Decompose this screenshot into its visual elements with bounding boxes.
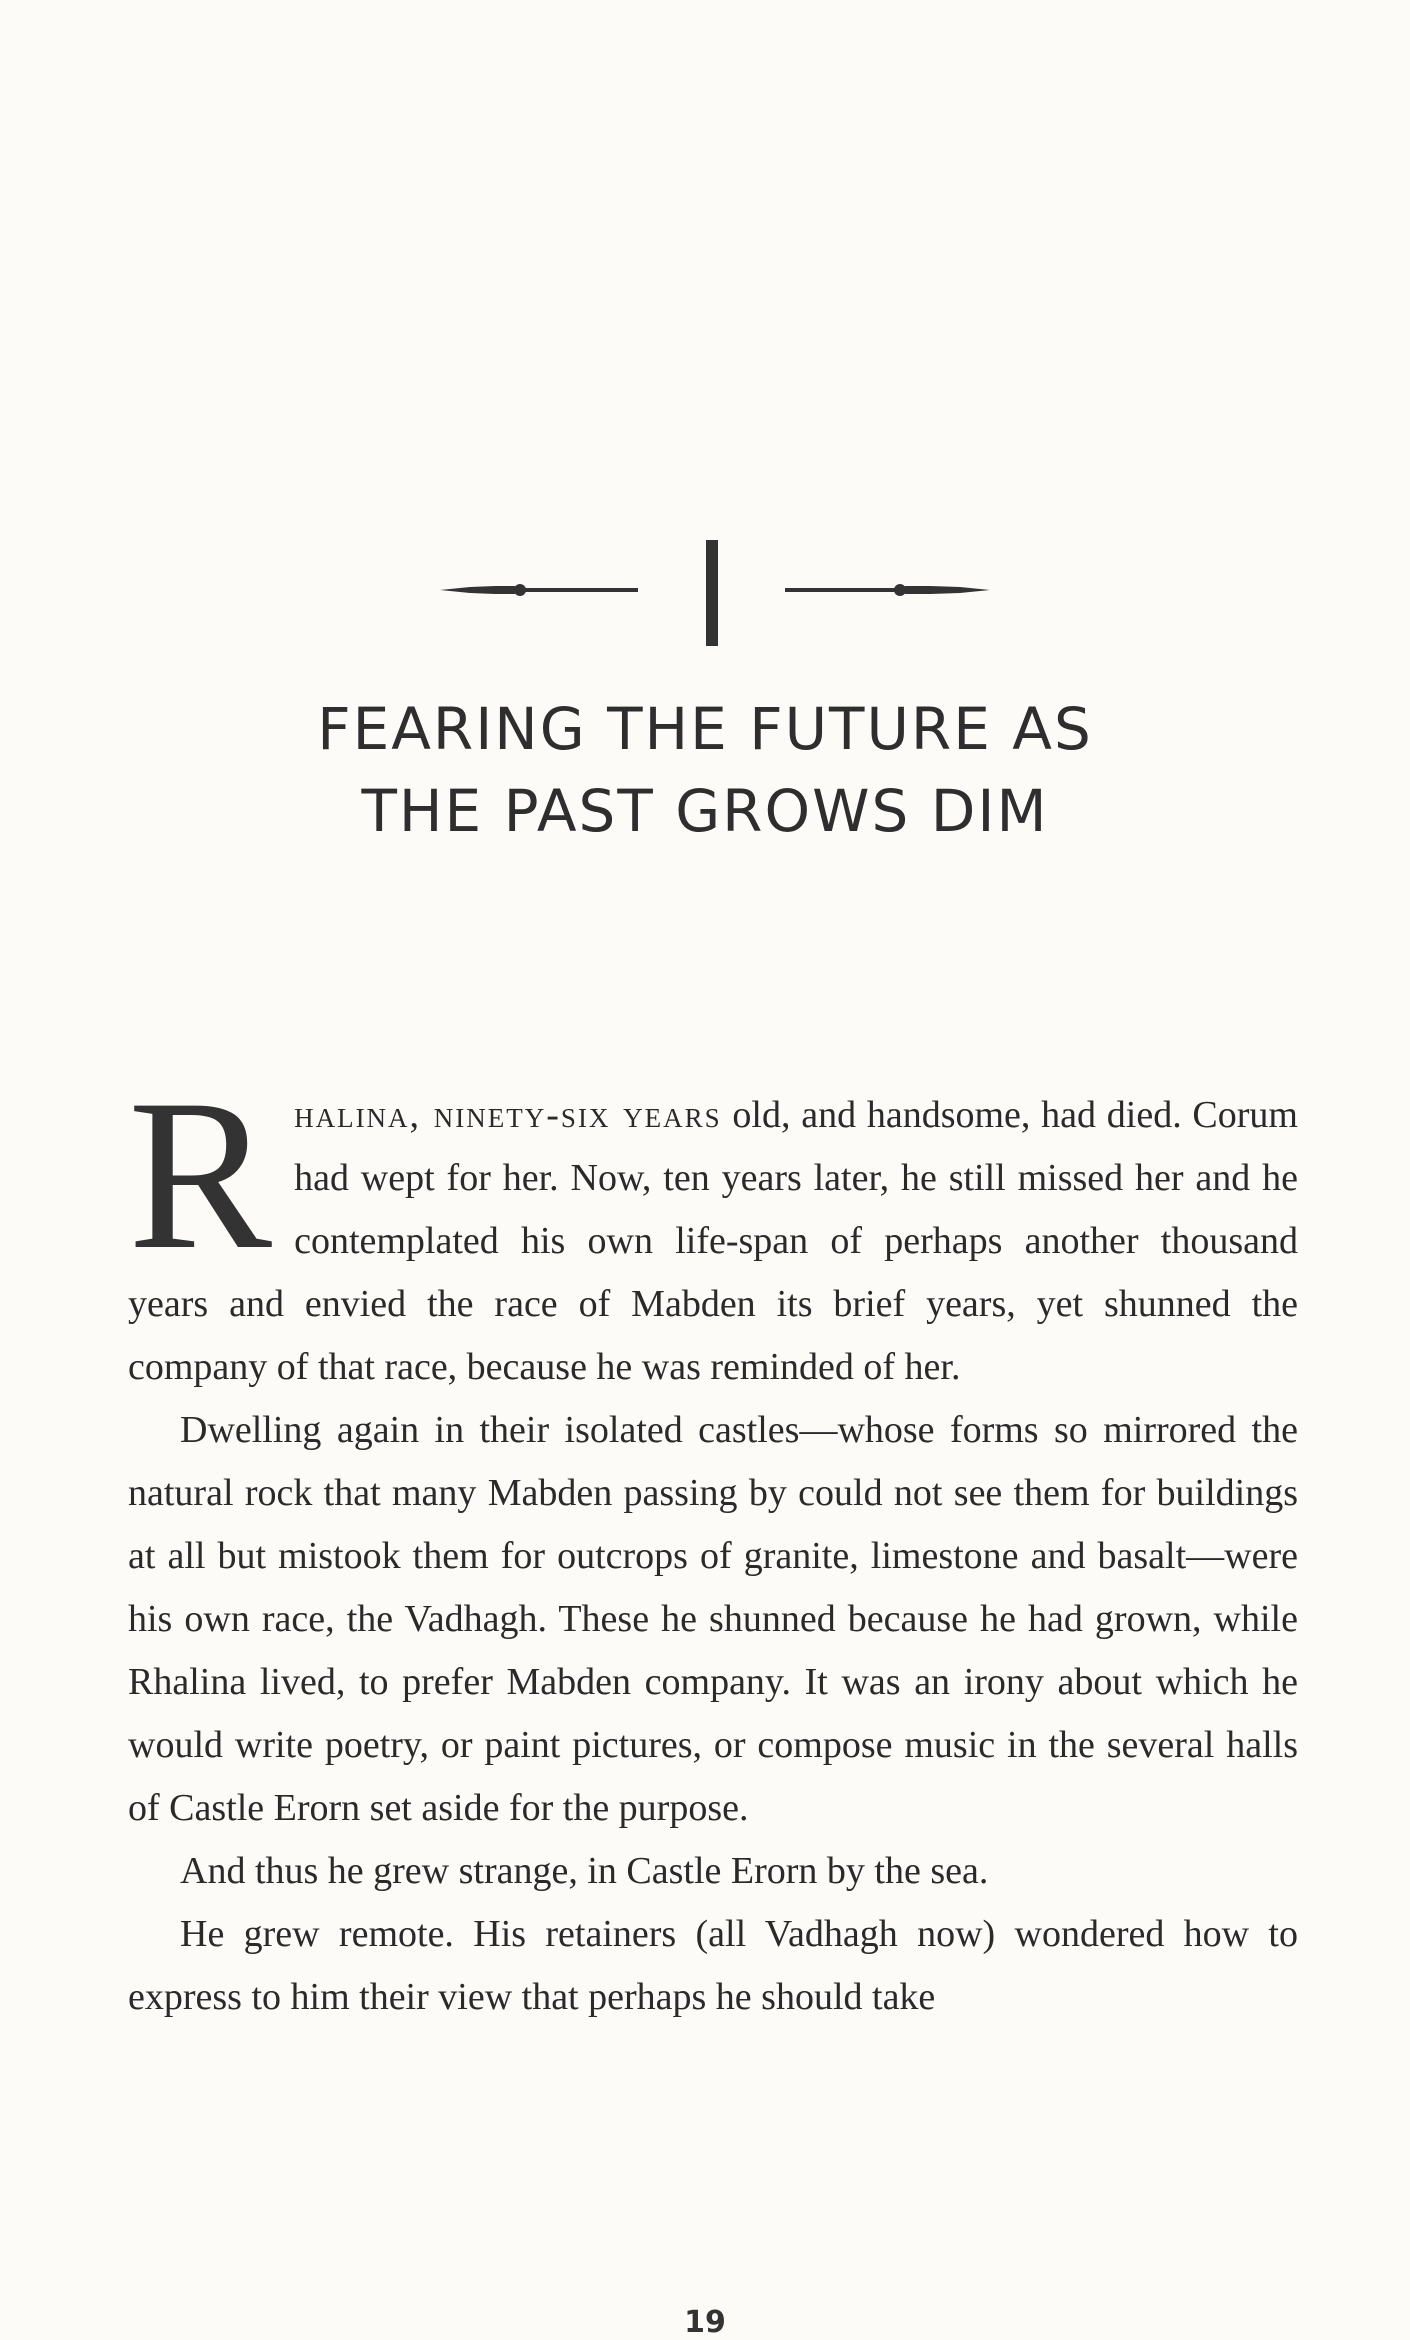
- paragraph: Dwelling again in their isolated castles—whose forms so mirrored the natural rock that many Mabden passing by could not see them for buildings at all but mistook them for outcrops of granite, limestone and basalt—were his own race, the Vadhagh. These he shunned because he had grown, while Rhalina lived, to prefer Mabden company. It was an irony about which he would write poetry, or paint pictures, or compose music in the several halls of Castle Erorn set aside for the purpose.: [128, 1409, 1298, 1829]
- chapter-body: [128, 1055, 1298, 2029]
- opening-smallcaps: halina, ninety-six years: [294, 1094, 722, 1136]
- chapter-title-line-2: THE PAST GROWS DIM: [361, 777, 1049, 845]
- drop-cap: R: [128, 1055, 273, 1294]
- chapter-title: [0, 688, 1410, 852]
- chapter-title-line-1: FEARING THE FUTURE AS: [317, 695, 1093, 763]
- chapter-ornament: [440, 530, 990, 650]
- chapter-number-bar: [706, 540, 718, 646]
- right-arrow-ornament: [785, 584, 990, 596]
- paragraph: And thus he grew strange, in Castle Erorn by the sea.: [180, 1850, 989, 1892]
- paragraph: He grew remote. His retainers (all Vadhagh now) wondered how to express to him their view that perhaps he should take: [128, 1913, 1298, 2018]
- first-paragraph: [128, 1055, 1298, 1399]
- page-number: 19: [684, 2305, 726, 2340]
- left-arrow-ornament: [440, 584, 638, 596]
- first-paragraph-text: old, and handsome, had died. Corum had wept for her. Now, ten years later, he still missed her and he contemplated his own life-span of perhaps another thousand years and envied the race of Mabden its brief years, yet shunned the company of that race, because he was reminded of her.: [128, 1094, 1298, 1388]
